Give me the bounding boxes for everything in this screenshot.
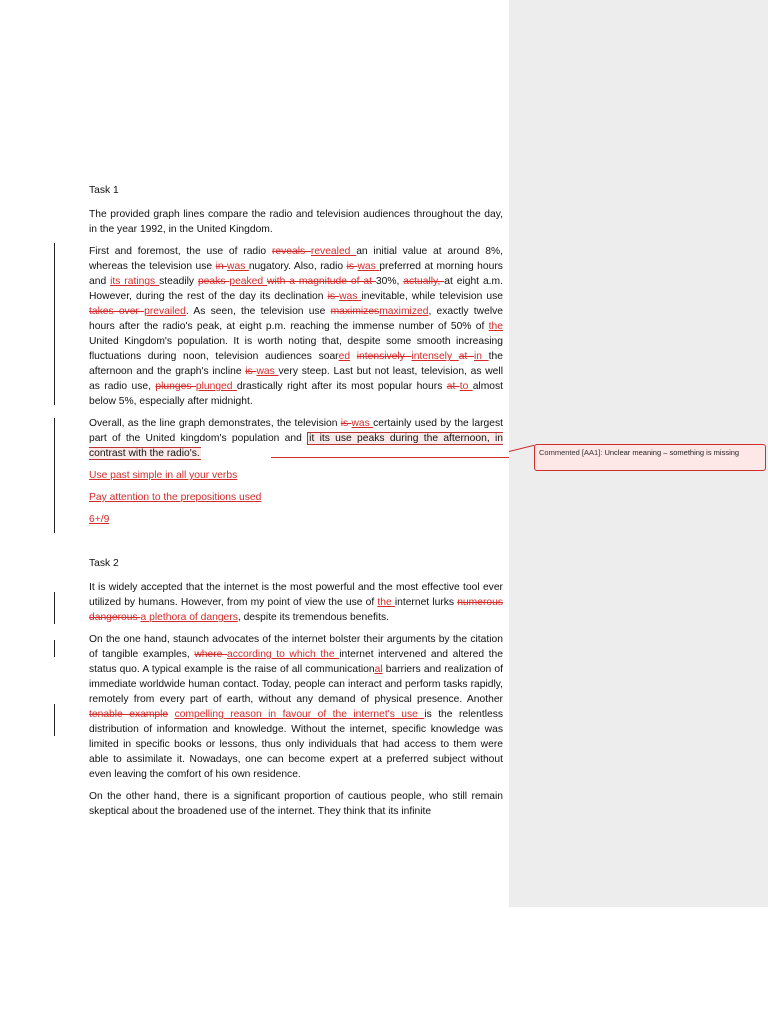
change-bar	[54, 704, 55, 736]
task1-heading: Task 1	[89, 185, 119, 196]
task2-paragraph-3: On the other hand, there is a significant proportion of cautious people, who still remain skeptical about the broadened use of the internet. They think that its infinite	[89, 791, 503, 817]
change-bar	[54, 640, 55, 657]
commented-text-highlight[interactable]: it its use peaks during the afternoon, in contrast with the radio's.	[89, 433, 504, 459]
score: 6+/9	[89, 514, 110, 525]
comment-balloon[interactable]	[534, 444, 766, 471]
task1-paragraph-2: First and foremost, the use of radio reveals revealed an initial value at around 8%, whereas the television use in was nugatory. Also, radio is was preferred at morning hours and its ratings steadily peaks peaked with a magnitude of at 30%, actually, at eight a.m. However, during the rest of the day its declination is was inevitable, while television use takes over prevailed. As seen, the television use maximizesmaximized, exactly twelve hours after the radio's peak, at eight p.m. reaching the immense number of 50% of the United Kingdom's population. It is worth noting that, despite some smooth increasing fluctuations during noon, television audiences soared intensively intensely at in the afternoon and the graph's incline is was very steep. Last but not least, television, as well as radio use, plunges plunged drastically right after its most popular hours at to almost below 5%, especially after midnight.	[89, 246, 504, 407]
change-bar	[54, 418, 55, 533]
task1-paragraph-1: The provided graph lines compare the radio and television audiences throughout the day, in the year 1992, in the United Kingdom.	[89, 209, 503, 235]
change-bar	[54, 243, 55, 405]
task2-heading: Task 2	[89, 558, 119, 569]
comment-label: Commented [AA1]:	[539, 448, 605, 457]
reviewer-note-2: Pay attention to the prepositions used	[89, 492, 262, 503]
reviewer-note-1: Use past simple in all your verbs	[89, 470, 238, 481]
change-bar	[54, 592, 55, 624]
task2-paragraph-2: On the one hand, staunch advocates of the internet bolster their arguments by the citation of tangible examples, where according to which the internet intervened and altered the status quo. A typical example is the raise of all communicational barriers and realization of immediate worldwide human contact. Today, people can interact and perform tasks rapidly, remotely from every part of earth, without any demand of physical presence. Another tenable example compelling reason in favour of the internet's use is the relentless distribution of information and knowledge. Without the internet, specific knowledge was limited in specific books or lessons, thus only individuals that had access to them were able to assimilate it. Nowadays, one can become expert at a preferred subject without even leaving the comfort of his own residence.	[89, 634, 504, 780]
task2-paragraph-1: It is widely accepted that the internet is the most powerful and the most effective tool ever utilized by humans. However, from my point of view the use of the internet lurks numerous dangerous a plethora of dangers, despite its tremendous benefits.	[89, 582, 503, 623]
document-body[interactable]	[89, 183, 503, 826]
comment-text: Unclear meaning – something is missing	[604, 448, 740, 457]
task1-paragraph-3: Overall, as the line graph demonstrates, the television is was certainly used by the largest part of the United kingdom's population and it its use peaks during the afternoon, in contrast with the radio's.	[89, 418, 504, 459]
